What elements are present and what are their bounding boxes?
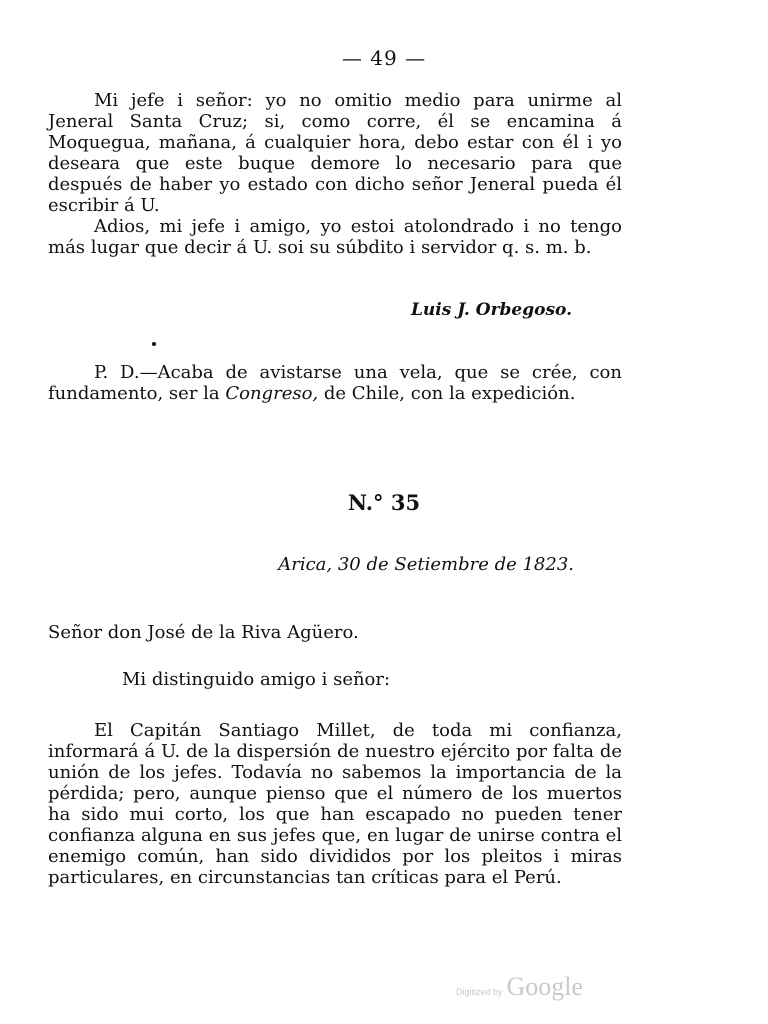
letter-1-paragraph-1: Mi jefe i señor: yo no omitio medio para unirme al Jeneral Santa Cruz; si, como corre, él se encamina á Moquegua, mañana, á cualquier hora, debo estar con él i yo deseara que este buque demore lo necesario para que después de haber yo estado con dicho señor Jeneral pueda él escribir á U. bbox=[48, 90, 622, 216]
salutation: Mi distinguido amigo i señor: bbox=[122, 669, 391, 690]
postscript-ship-name: Congreso, bbox=[225, 383, 319, 404]
digitized-watermark bbox=[456, 972, 626, 1002]
ink-dot bbox=[152, 342, 156, 346]
google-logo: Google bbox=[506, 972, 584, 1001]
letter-2-paragraph: El Capitán Santiago Millet, de toda mi confianza, informará á U. de la dispersión de nuestro ejército por falta de unión de los jefes. Todavía no sabemos la importancia de la pérdida; pero, aunque pienso que el número de los muertos ha sido mui corto, los que han escapado no pueden tener confianza alguna en sus jefes que, en lugar de unirse contra el enemigo común, han sido divididos por los pleitos i miras particulares, en circunstancias tan críticas para el Perú. bbox=[48, 720, 622, 888]
postscript-paragraph bbox=[48, 362, 622, 404]
document-number: N.° 35 bbox=[347, 490, 421, 515]
postscript bbox=[48, 362, 622, 404]
letter-1-paragraph-2: Adios, mi jefe i amigo, yo estoi atolondrado i no tengo más lugar que decir á U. soi su súbdito i servidor q. s. m. b. bbox=[48, 216, 622, 258]
postscript-text-before: P. D.—Acaba de avistarse una vela, que se crée, con fundamento, ser la bbox=[48, 362, 622, 404]
addressee: Señor don José de la Riva Agüero. bbox=[48, 622, 359, 643]
letter-2-body bbox=[48, 720, 622, 888]
place-and-date: Arica, 30 de Setiembre de 1823. bbox=[278, 554, 574, 575]
letter-1-body bbox=[48, 90, 622, 258]
postscript-text-after: de Chile, con la expedición. bbox=[318, 383, 576, 404]
watermark-prefix: Digitized by bbox=[456, 987, 503, 997]
page-number: — 49 — bbox=[341, 46, 427, 70]
signature: Luis J. Orbegoso. bbox=[410, 300, 572, 320]
